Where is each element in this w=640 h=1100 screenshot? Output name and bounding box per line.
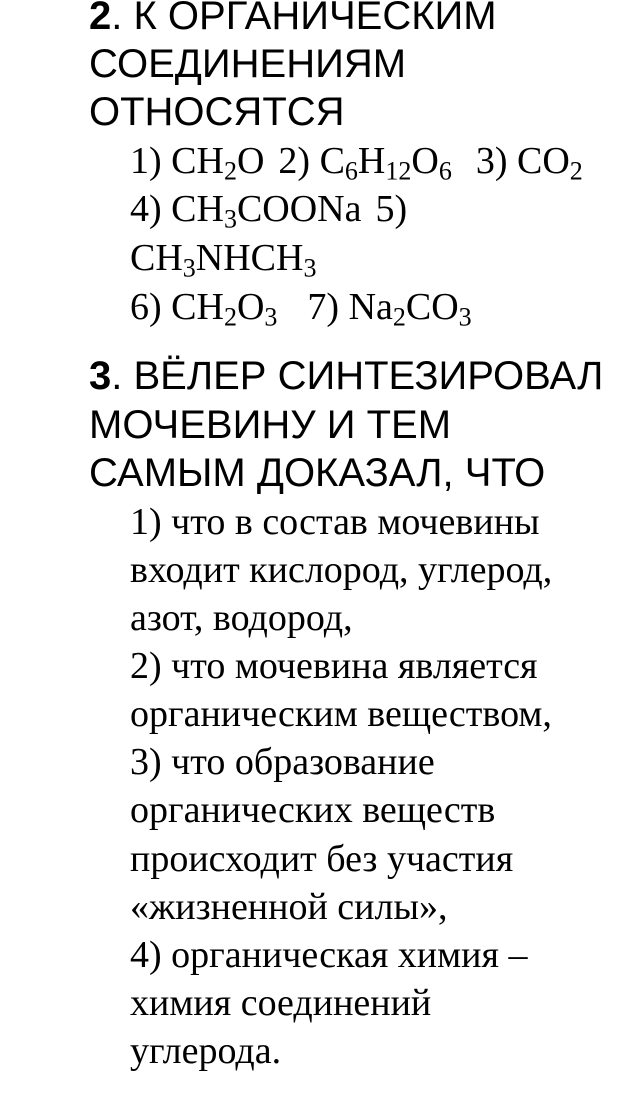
q2-option-6: 6) $CH_2O_3$: [130, 286, 278, 332]
q3-answer-line-3: азот, водород,: [130, 597, 353, 639]
question-3-title-line-2: МОЧЕВИНУ И ТЕМ: [89, 403, 452, 447]
q3-answer-line-7: органических веществ: [130, 789, 496, 831]
q2-option-5-label: 5): [375, 188, 408, 230]
q3-answer-line-12: углерода.: [130, 1030, 282, 1072]
question-2-number: 2: [89, 0, 112, 38]
q2-option-1: 1) $CH_2O$: [130, 140, 265, 186]
q3-answer-line-6: 3) что образование: [130, 741, 435, 783]
q3-answer-line-2: входит кислород, углерод,: [130, 549, 553, 591]
q3-answer-line-5: органическим веществом,: [130, 693, 552, 735]
question-2-options-line-1: [130, 137, 583, 185]
question-3-title-line-3: САМЫМ ДОКАЗАЛ, ЧТО: [89, 451, 546, 495]
question-3-number: 3: [89, 354, 112, 398]
q2-option-5-formula: $CH_3NHCH_3$: [130, 237, 317, 283]
question-3-title-text-1: ВЁЛЕР СИНТЕЗИРОВАЛ: [133, 354, 604, 398]
question-2-options-line-3: [130, 234, 316, 282]
question-2-options-line-2: [130, 185, 407, 233]
question-2-title-line-3: ОТНОСЯТСЯ: [89, 90, 345, 134]
q3-answer-line-8: происходит без участия: [130, 838, 514, 880]
q3-answer-line-10: 4) органическая химия –: [130, 934, 528, 976]
q2-option-2: 2) $C_6H_{12}O_6$: [278, 140, 452, 186]
question-3-title-line-1: 3. ВЁЛЕР СИНТЕЗИРОВАЛ: [89, 354, 604, 398]
question-2-title-line-1: 2. К ОРГАНИЧЕСКИМ: [89, 0, 497, 40]
question-2-title-line-2: СОЕДИНЕНИЯМ: [89, 42, 407, 86]
q2-option-3: 3) $CO_2$: [475, 140, 583, 186]
q3-answer-line-4: 2) что мочевина является: [130, 645, 538, 687]
question-2-title-text-1: К ОРГАНИЧЕСКИМ: [133, 0, 497, 38]
question-2-options-line-4: [130, 283, 472, 331]
q2-option-7: 7) $Na_2CO_3$: [307, 286, 472, 332]
q2-option-4: 4) $CH_3COONa$: [130, 188, 362, 234]
q3-answer-line-1: 1) что в состав мочевины: [130, 501, 540, 543]
q3-answer-line-11: химия соединений: [130, 982, 432, 1024]
q3-answer-line-9: «жизненной силы»,: [130, 886, 448, 928]
